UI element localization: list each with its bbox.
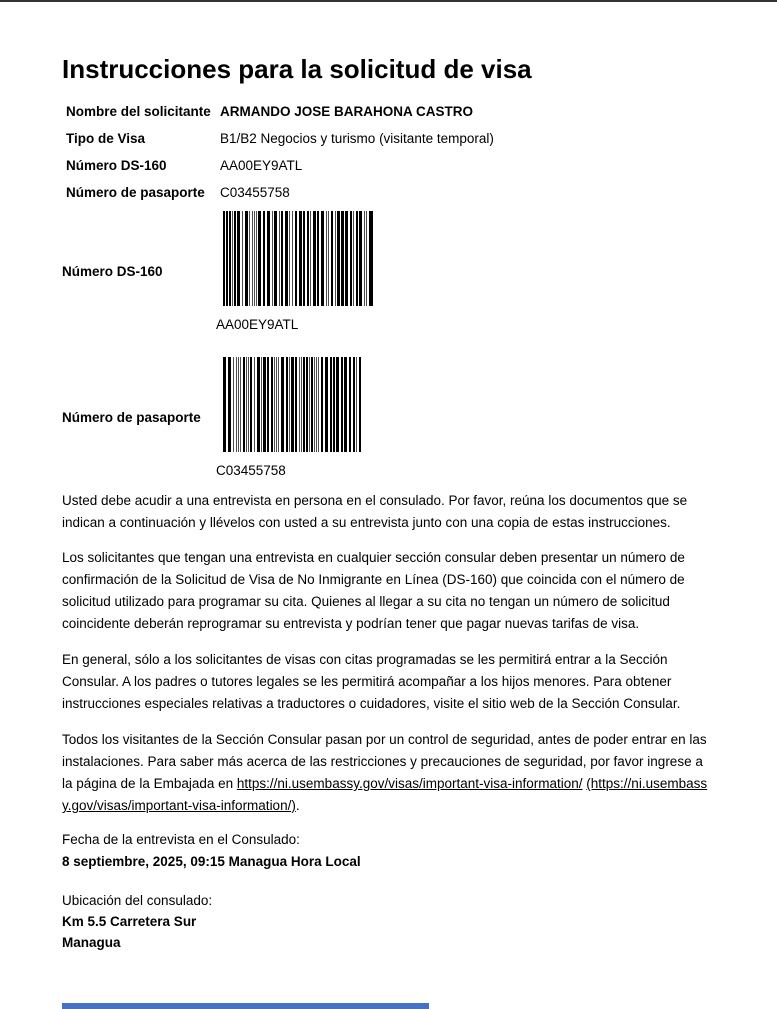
field-label-ds160-number: Número DS-160 bbox=[66, 158, 167, 173]
appointment-datetime: 8 septiembre, 2025, 09:15 Managua Hora Local bbox=[62, 854, 361, 869]
passport-barcode-column bbox=[216, 357, 361, 479]
security-paragraph-text: Todos los visitantes de la Sección Consular pasan por un control de seguridad, antes de poder entrar en las instalaciones. Para saber más acerca de las restricciones y precauciones de seguridad, por favor ingrese a la página de la Embajada en bbox=[62, 732, 707, 791]
ds160-barcode-image bbox=[223, 211, 373, 306]
passport-barcode-block bbox=[62, 357, 713, 479]
consulate-address-line-1: Km 5.5 Carretera Sur bbox=[62, 914, 197, 929]
page-content bbox=[0, 53, 777, 953]
field-label-visa-type: Tipo de Visa bbox=[66, 131, 146, 146]
security-paragraph-period: . bbox=[295, 798, 300, 813]
ds160-barcode-caption: AA00EY9ATL bbox=[216, 317, 299, 332]
paragraph-ds160-confirmation: Los solicitantes que tengan una entrevista en cualquier sección consular deben presentar un número de confirmación de la Solicitud de Visa de No Inmigrante en Línea (DS-160) que coincida con el número de solicitud utilizado para programar su cita. Quienes al llegar a su cita no tengan un número de solicitud coincidente deberán reprogramar su entrevista y podrían tener que pagar nuevas tarifas de visa. bbox=[62, 550, 685, 631]
consulate-location-heading: Ubicación del consulado: bbox=[62, 893, 213, 908]
field-value-ds160-number: AA00EY9ATL bbox=[220, 158, 303, 173]
page-title: Instrucciones para la solicitud de visa bbox=[62, 54, 532, 84]
embassy-visa-info-link-parenthetical[interactable]: (https://ni.usembassy.gov/visas/important-visa-information/) bbox=[62, 776, 708, 813]
applicant-fields-table bbox=[66, 98, 713, 206]
appointment-heading: Fecha de la entrevista en el Consulado: bbox=[62, 832, 300, 847]
paragraph-interview-in-person: Usted debe acudir a una entrevista en persona en el consulado. Por favor, reúna los documentos que se indican a continuación y llévelos con usted a su entrevista junto con una copia de estas instrucciones. bbox=[62, 493, 688, 530]
field-row-applicant-name bbox=[66, 98, 713, 125]
consulate-location-section bbox=[62, 890, 713, 953]
ds160-barcode-column bbox=[216, 211, 373, 333]
field-row-ds160-number bbox=[66, 152, 713, 179]
passport-barcode-label: Número de pasaporte bbox=[62, 410, 201, 425]
paragraph-entry-policy: En general, sólo a los solicitantes de visas con citas programadas se les permitirá entrar a la Sección Consular. A los padres o tutores legales se les permitirá acompañar a los hijos menores. Para obtener instrucciones especiales relativas a traductores o cuidadores, visite el sitio web de la Sección Consular. bbox=[62, 652, 681, 711]
field-row-visa-type bbox=[66, 125, 713, 152]
field-value-applicant-name: ARMANDO JOSE BARAHONA CASTRO bbox=[220, 104, 474, 119]
paragraph-security-screening bbox=[62, 729, 713, 817]
appointment-section bbox=[62, 829, 713, 873]
field-value-visa-type: B1/B2 Negocios y turismo (visitante temporal) bbox=[220, 131, 494, 146]
field-label-applicant-name: Nombre del solicitante bbox=[66, 104, 211, 119]
truncated-next-section-bar bbox=[62, 1003, 429, 1009]
field-label-passport-number: Número de pasaporte bbox=[66, 185, 205, 200]
ds160-barcode-label: Número DS-160 bbox=[62, 264, 163, 279]
consulate-address-line-2: Managua bbox=[62, 935, 121, 950]
passport-barcode-image bbox=[223, 357, 361, 452]
embassy-visa-info-link[interactable]: https://ni.usembassy.gov/visas/important-visa-information/ bbox=[236, 776, 583, 791]
passport-barcode-caption: C03455758 bbox=[216, 463, 286, 478]
field-row-passport-number bbox=[66, 179, 713, 206]
field-value-passport-number: C03455758 bbox=[220, 185, 290, 200]
ds160-barcode-block bbox=[62, 211, 713, 333]
